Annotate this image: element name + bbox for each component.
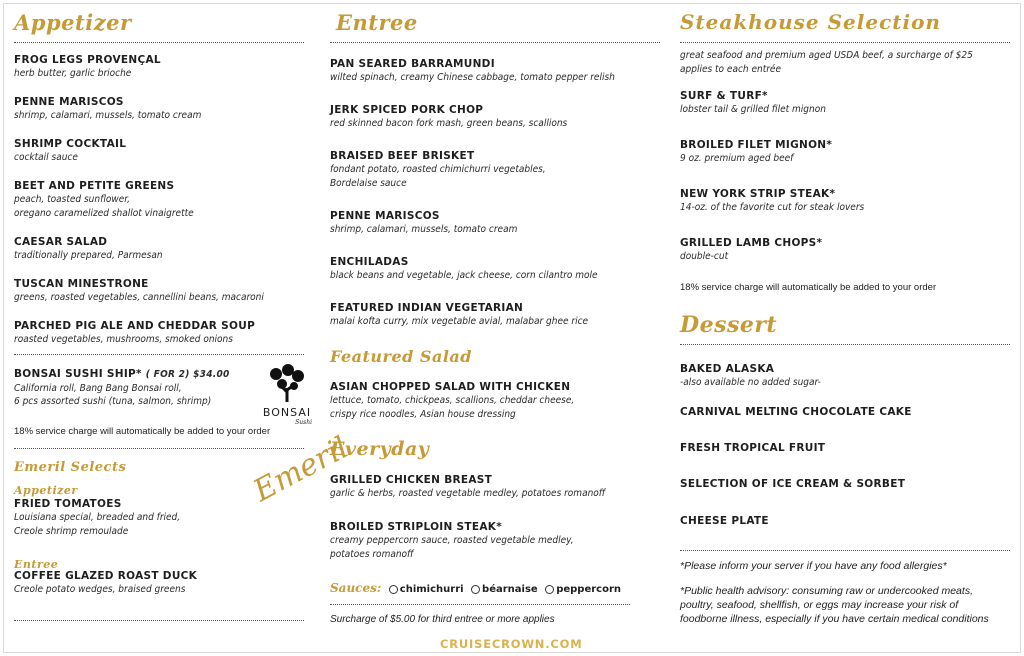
appetizer-heading: Appetizer: [14, 10, 132, 35]
item-desc: greens, roasted vegetables, cannellini beans, macaroni: [14, 292, 264, 303]
steakhouse-heading: Steakhouse Selection: [680, 10, 941, 34]
item-name: BEET AND PETITE GREENS: [14, 180, 175, 192]
bonsai-tree-icon: [262, 364, 312, 404]
item-name: PAN SEARED BARRAMUNDI: [330, 58, 495, 70]
item-desc: shrimp, calamari, mussels, tomato cream: [14, 110, 202, 121]
menu-item: [680, 406, 912, 419]
site-footer: CRUISECROWN.COM: [440, 637, 583, 651]
menu-item: [680, 478, 905, 491]
divider: [14, 42, 304, 43]
item-desc: 9 oz. premium aged beef: [680, 153, 794, 164]
entree-heading: Entree: [336, 10, 418, 35]
item-name: PENNE MARISCOS: [330, 210, 440, 222]
item-desc: fondant potato, roasted chimichurri vegetables, Bordelaise sauce: [330, 164, 546, 189]
sushi-item: [14, 368, 230, 409]
item-name: BONSAI SUSHI SHIP*: [14, 368, 142, 380]
item-desc: California roll, Bang Bang Bonsai roll, 6 pcs assorted sushi (tuna, salmon, shrimp): [14, 382, 212, 407]
menu-item: [680, 515, 769, 528]
menu-item: [330, 58, 615, 85]
item-name: PARCHED PIG ALE AND CHEDDAR SOUP: [14, 320, 256, 332]
item-desc: shrimp, calamari, mussels, tomato cream: [330, 224, 518, 235]
item-name: FROG LEGS PROVENÇAL: [14, 54, 161, 66]
sauces-label: Sauces:: [330, 581, 382, 595]
item-desc: malai kofta curry, mix vegetable avial, malabar ghee rice: [330, 316, 589, 327]
radio-icon[interactable]: [389, 585, 398, 594]
menu-item: [14, 180, 194, 220]
divider: [680, 344, 1010, 345]
divider: [680, 550, 1010, 551]
item-desc: lettuce, tomato, chickpeas, scallions, cheddar cheese, crispy rice noodles, Asian house dressing: [330, 395, 575, 420]
item-desc: garlic & herbs, roasted vegetable medley, potatoes romanoff: [330, 488, 606, 499]
item-name: FRESH TROPICAL FRUIT: [680, 442, 826, 454]
item-name: JERK SPICED PORK CHOP: [330, 104, 484, 116]
item-desc: black beans and vegetable, jack cheese, corn cilantro mole: [330, 270, 598, 281]
item-name: BROILED FILET MIGNON*: [680, 139, 833, 151]
menu-item: [680, 139, 832, 166]
service-note: 18% service charge will automatically be added to your order: [14, 426, 271, 437]
menu-item: [14, 498, 180, 538]
item-desc: creamy peppercorn sauce, roasted vegetable medley, potatoes romanoff: [330, 535, 574, 560]
menu-item: [330, 210, 517, 237]
menu-item: [14, 96, 201, 123]
item-name: SELECTION OF ICE CREAM & SORBET: [680, 478, 906, 490]
item-desc: red skinned bacon fork mash, green beans, scallions: [330, 118, 568, 129]
divider: [14, 620, 304, 621]
menu-item: [680, 363, 821, 390]
menu-item: [680, 442, 825, 455]
item-name: NEW YORK STRIP STEAK*: [680, 188, 836, 200]
dessert-heading: Dessert: [680, 312, 778, 338]
item-name: GRILLED LAMB CHOPS*: [680, 237, 823, 249]
menu-item: [14, 320, 255, 347]
allergy-note: *Please inform your server if you have any food allergies*: [680, 560, 947, 572]
menu-item: [330, 256, 598, 283]
item-name: BAKED ALASKA: [680, 363, 775, 375]
radio-icon[interactable]: [471, 585, 480, 594]
item-desc: double-cut: [680, 251, 729, 262]
item-name: BROILED STRIPLOIN STEAK*: [330, 521, 503, 533]
item-desc: lobster tail & grilled filet mignon: [680, 104, 826, 115]
menu-item: [330, 150, 546, 190]
menu-item: [14, 54, 161, 81]
radio-icon[interactable]: [545, 585, 554, 594]
emeril-signature: Emeril: [248, 430, 355, 509]
item-desc: wilted spinach, creamy Chinese cabbage, tomato pepper relish: [330, 72, 615, 83]
menu-item: [14, 570, 197, 597]
service-note: 18% service charge will automatically be added to your order: [680, 282, 937, 293]
menu-item: [14, 236, 163, 263]
menu-item: [330, 104, 567, 131]
emeril-sub-appetizer: Appetizer: [14, 484, 78, 497]
item-desc: herb butter, garlic brioche: [14, 68, 132, 79]
menu-item: [14, 278, 264, 305]
menu-item: [330, 381, 574, 421]
item-desc: cocktail sauce: [14, 152, 78, 163]
item-name: TUSCAN MINESTRONE: [14, 278, 149, 290]
sauce-option: chimichurri: [399, 584, 464, 595]
item-name: GRILLED CHICKEN BREAST: [330, 474, 493, 486]
featured-salad-heading: Featured Salad: [330, 347, 472, 366]
menu-item: [680, 90, 826, 117]
item-name: ASIAN CHOPPED SALAD WITH CHICKEN: [330, 381, 571, 393]
item-name: SURF & TURF*: [680, 90, 768, 102]
item-desc: roasted vegetables, mushrooms, smoked onions: [14, 334, 233, 345]
item-name: CARNIVAL MELTING CHOCOLATE CAKE: [680, 406, 912, 418]
everyday-heading: Everyday: [330, 438, 430, 460]
item-desc: Creole potato wedges, braised greens: [14, 584, 186, 595]
health-advisory: *Public health advisory: consuming raw or undercooked meats, poultry, seafood, shellfish, or eggs may increase your risk of foodborne illness, especially if you have certain medical conditions: [680, 585, 989, 625]
divider: [14, 354, 304, 355]
sauce-option: béarnaise: [482, 584, 538, 595]
item-name: SHRIMP COCKTAIL: [14, 138, 127, 150]
menu-item: [680, 188, 864, 215]
divider: [330, 604, 630, 605]
divider: [680, 42, 1010, 43]
emeril-sub-entree: Entree: [14, 558, 59, 571]
item-desc: peach, toasted sunflower, oregano caramelized shallot vinaigrette: [14, 194, 194, 219]
steakhouse-intro: great seafood and premium aged USDA beef, a surcharge of $25 applies to each entrée: [680, 50, 973, 75]
item-desc: 14-oz. of the favorite cut for steak lovers: [680, 202, 865, 213]
bonsai-word: BONSAI: [262, 406, 312, 419]
item-name: BRAISED BEEF BRISKET: [330, 150, 475, 162]
menu-item: [330, 474, 605, 501]
divider: [330, 42, 660, 43]
menu-item: [680, 237, 822, 264]
emeril-heading: Emeril Selects: [14, 460, 127, 475]
menu-item: [330, 302, 588, 329]
item-name: FRIED TOMATOES: [14, 498, 122, 510]
bonsai-logo: [262, 364, 312, 424]
item-name: CAESAR SALAD: [14, 236, 108, 248]
menu-item: [330, 521, 574, 561]
sauce-option: peppercorn: [556, 584, 622, 595]
menu-item: [14, 138, 126, 165]
bonsai-sub: Sushi: [295, 419, 312, 426]
item-desc: Louisiana special, breaded and fried, Creole shrimp remoulade: [14, 512, 181, 537]
item-name: ENCHILADAS: [330, 256, 409, 268]
item-desc: traditionally prepared, Parmesan: [14, 250, 163, 261]
item-name: PENNE MARISCOS: [14, 96, 124, 108]
divider: [14, 448, 304, 449]
surcharge-note: Surcharge of $5.00 for third entree or more applies: [330, 614, 555, 625]
item-name: COFFEE GLAZED ROAST DUCK: [14, 570, 198, 582]
item-price: ( FOR 2) $34.00: [145, 369, 230, 380]
item-name: FEATURED INDIAN VEGETARIAN: [330, 302, 524, 314]
item-desc: -also available no added sugar-: [680, 377, 821, 388]
item-name: CHEESE PLATE: [680, 515, 769, 527]
sauces-row: [330, 581, 621, 595]
